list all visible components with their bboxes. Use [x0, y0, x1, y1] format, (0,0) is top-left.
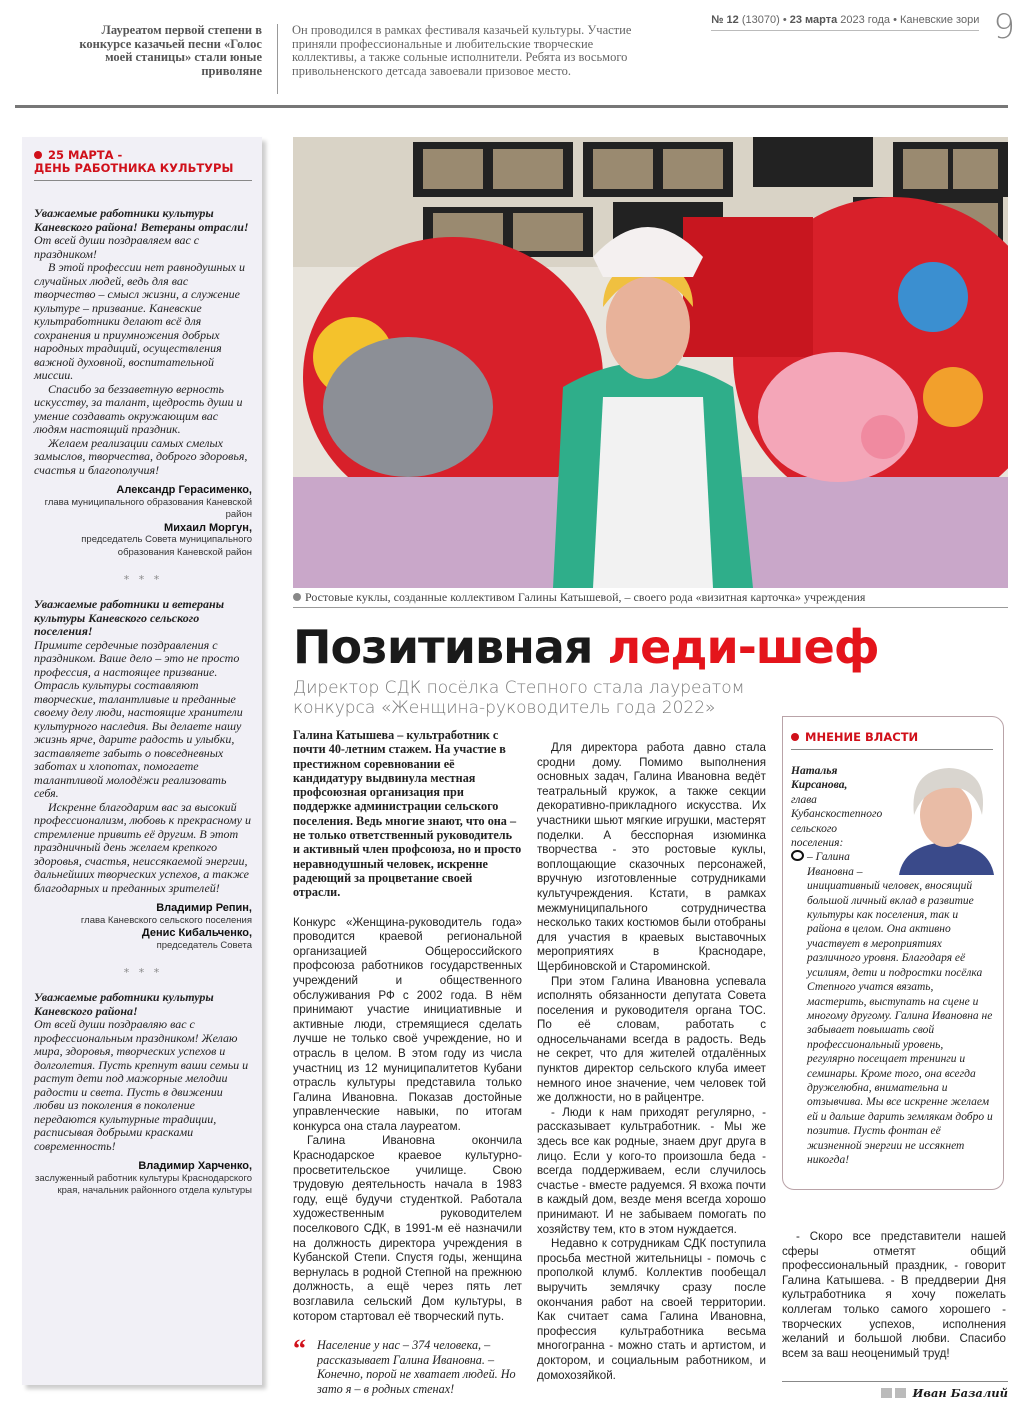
signer-title: председатель Совета муниципального образования Каневской район: [81, 534, 252, 558]
author-name: Иван Базалий: [912, 1386, 1008, 1401]
greeting-paragraph: Спасибо за беззаветную верность искусству, за талант, щедрость души и умение создавать окружающим вас людям настоящий праздник.: [34, 381, 243, 436]
greetings-sidebar: [22, 137, 262, 1385]
issue-date: 23 марта: [789, 14, 838, 26]
greeting-paragraph: От всей души поздравляем вас с праздником!: [34, 233, 200, 261]
greetings-list: [34, 207, 252, 1198]
article-photo: [293, 137, 1008, 588]
paragraph: - Скоро все представители нашей сферы отметят общий профессиональный праздник, - говорит Галина Катышева. - В преддверии Дня культработника я хочу пожелать коллегам только самого хорошего - творческих успехов, исполнения желаний и большой любви. Спасибо всем за ваш неоценимый труд!: [782, 1230, 1006, 1360]
separator: •: [893, 14, 897, 26]
signer-title: глава муниципального образования Каневской район: [44, 496, 252, 520]
greeting-address: Уважаемые работники и ветераны культуры Каневского сельского поселения!: [34, 597, 225, 638]
paragraph: Недавно к сотрудникам СДК поступила просьба местной жительницы - помочь с прополкой клумб. Коллектив пообещал выручить землячку сразу после окончания работ на своей территории. Как считает сама Галина Ивановна, профессия культработника весьма многогранна - можно стать и артистом, и доктором, и социальным работником, и домохозяйкой.: [537, 1237, 766, 1382]
sidebar-rubric: [34, 149, 252, 181]
bullet-icon: [293, 593, 301, 601]
signer-name: Михаил Моргун,: [164, 521, 252, 534]
header-right: [650, 8, 1015, 46]
opinion-box: [782, 716, 1004, 1190]
bullet-icon: [791, 733, 799, 741]
signer-name: Александр Герасименко,: [116, 484, 252, 496]
caption-text: Ростовые куклы, созданные коллективом Галины Катышевой, – своего рода «визитная карточка» учреждения: [305, 590, 866, 604]
quote-text: Население у нас – 374 человека, – рассказывает Галина Ивановна. – Конечно, порой не хватает людей. Но зато я – в родных стенах!: [317, 1338, 516, 1396]
greeting-paragraph: Желаем реализации самых смелых замыслов, творчества, доброго здоровья, счастья и благополучия!: [34, 435, 248, 477]
official-position: глава Кубанскостепного сельского поселения:: [791, 793, 883, 850]
issue-number: № 12: [711, 14, 739, 26]
stars-divider: * * *: [123, 966, 163, 979]
pull-quote: [293, 1334, 522, 1396]
article-column-1: [293, 728, 522, 1397]
header-rule: [15, 105, 1008, 108]
signer-name: Денис Кибальченко,: [141, 927, 252, 939]
greeting-paragraph: Примите сердечные поздравления с праздником. Ваше дело – это не просто профессия, а настоящее призвание. Отрасль культуры составляют творческие, талантливые и преданные своему делу люди, настоящие хранители культурного наследия. Вы делаете нашу жизнь ярче, дарите радость и улыбки, заставляете забыть о повседневных заботах и хлопотах, помогаете талантливой молодёжи реализовать себя.: [34, 637, 243, 800]
article-column-3: [782, 1230, 1006, 1361]
signatures: [34, 484, 252, 559]
pencil-icon: [881, 1388, 892, 1398]
article-headline: [293, 620, 879, 674]
signer-title: председатель Совета: [156, 939, 252, 951]
portrait-photo: [894, 760, 999, 875]
stars-divider: * * *: [123, 573, 163, 586]
signer-name: Владимир Репин,: [156, 902, 252, 914]
right-column: [782, 716, 1008, 1400]
greeting-address: Уважаемые работники культуры Каневского района! Ветераны отрасли!: [34, 206, 249, 234]
paragraph: При этом Галина Ивановна успевала исполнять обязанности депутата Совета поселения и руководителя органа ТОС. По её словам, работать с односельчанами всегда в радость. Ведь не секрет, что для жителей отдалённых пунктов директор сельского клуба имеет немного иное значение, чем человек той же должности, но в райцентре.: [537, 974, 766, 1105]
paragraph: Конкурс «Женщина-руководитель года» проводится краевой региональной организацией Общероссийского профсоюза работников государственных учреждений и общественного обслуживания РФ с 2002 года. В нём принимают участие инициативные и активные люди, стремящиеся сделать лучше не только своё учреждение, но и отрасль в целом. В этом году из числа участниц из 12 муниципалитетов Кубани отрасль культуры представила только Галина Ивановна. Показав достойные управленческие навыки, по итогам конкурса она стала лауреатом.: [293, 915, 522, 1133]
headline-accent: леди-шеф: [607, 620, 879, 674]
separator: •: [782, 14, 787, 26]
byline: [782, 1386, 1008, 1400]
signer-name: Владимир Харченко,: [138, 1160, 252, 1172]
signatures: [34, 1160, 252, 1198]
paragraph: Для директора работа давно стала сродни дому. Помимо выполнения основных задач, Галина Ивановна ведёт театральный кружок, а также секции декоративно-прикладного искусства. Их участники шьют мягкие игрушки, мастерят поделки. А бесспорная изюминка творчества - это ростовые куклы, воплощающие сказочных персонажей, вручную изготовленные сотрудниками культучреждения. Кстати, в рамках межмуниципального сотрудничества несколько таких костюмов были отобраны для участия в краевых выставочных мероприятиях в Краснодаре, Щербиновской и Староминской.: [537, 741, 766, 973]
page-number: 9: [993, 7, 1015, 47]
header-divider: [277, 24, 278, 94]
opinion-rubric: [791, 731, 993, 750]
rubric-line: ДЕНЬ РАБОТНИКА КУЛЬТУРЫ: [34, 161, 234, 175]
rubric-line: 25 МАРТА -: [48, 148, 123, 162]
paragraph: Галина Ивановна окончила Краснодарское краевое культурно-просветительское училище. Свою трудовую деятельность начала в 1983 году, ещё будучи студенткой. Работала художественным руководителем поселкового СДК, в 1991-м её назначили на должность директора учреждения в Кубанской Степи. Спустя годы, женщина вернулась в родной Степной на прежнюю должность, а ещё через пять лет возглавила сельский Дом культуры, в котором стартовал её творческий путь.: [293, 1134, 522, 1323]
issue-year: 2023 года: [840, 14, 890, 26]
signer-title: глава Каневского сельского поселения: [80, 914, 252, 926]
column-body: [293, 916, 522, 1325]
greeting-block: [34, 207, 252, 477]
greeting-paragraph: Искренне благодарим вас за высокий профессионализм, любовь к прекрасному и стремление привить её другим. В этот праздничный день желаем крепкого здоровья, счастья, неиссякаемой энергии, дальнейших творческих успехов, а также благодарных и преданных зрителей!: [34, 799, 252, 895]
greeting-block: [34, 598, 252, 895]
headline-part: Позитивная: [293, 620, 593, 674]
article-lead: Галина Катышева – культработник с почти 40-летним стажем. На участие в престижном соревновании её кандидатуру выдвинула местная профсоюзная организация при поддержке администрации сельского поселения. Ведь многие знают, что она – не только ответственный руководитель и активный член профсоюза, но и просто неравнодушный человек, искренне радеющий за процветание своей отрасли.: [293, 728, 522, 900]
issue-info: [711, 8, 979, 31]
signatures: [34, 902, 252, 952]
bullet-icon: [34, 151, 42, 159]
portrait-image: [894, 760, 999, 875]
opinion-text: [791, 764, 993, 1167]
photo-puppets-image: [293, 137, 1008, 588]
teaser-text: Он проводился в рамках фестиваля казачьей культуры. Участие приняли профессиональные и любительские творческие коллективы, а также сольные исполнители. Ребята из восьмого привольненского детсада завоевали призовое место.: [292, 23, 632, 78]
article-column-2: [537, 741, 766, 1383]
greeting-address: Уважаемые работники культуры Каневского района!: [34, 990, 214, 1018]
camera-icon: [895, 1388, 906, 1398]
article-subheadline: Директор СДК посёлка Степного стала лауреатом конкурса «Женщина-руководитель года 2022»: [293, 678, 745, 718]
signer-title: заслуженный работник культуры Краснодарского края, начальник районного отдела культуры: [34, 1172, 252, 1196]
teaser-title: Лауреатом первой степени в конкурсе казачьей песни «Голос моей станицы» стали юные приволяне: [79, 23, 262, 78]
speech-bubble-icon: [791, 850, 804, 861]
photo-caption: [293, 590, 1008, 608]
greeting-paragraph: От всей души поздравляю вас с профессиональным праздником! Желаю мира, здоровья, творческих успехов и долголетия. Пусть крепнут ваши семьи и растут дети под мажорные мелодии радости и света. Пусть в движении любви из поколения в поколение передаются культурные традиции, расписывая добрыми красками современность!: [34, 1017, 249, 1153]
quote-mark-icon: “: [293, 1334, 306, 1364]
paragraph: - Люди к нам приходят регулярно, - рассказывает культработник. - Мы же здесь все как родные, знаем друг друга в лицо. Если у кого-то произошла беда - всегда поддерживаем, если случилось счастье - вместе радуемся. Я вхожа почти в каждый дом, везде меня всегда хорошо принимают. И не забываем помогать по хозяйству тем, кто в этом нуждается.: [537, 1105, 766, 1236]
paper-name: Каневские зори: [899, 14, 980, 26]
rubric-text: МНЕНИЕ ВЛАСТИ: [805, 730, 919, 744]
opinion-quote: – Галина Ивановна – инициативный человек, вносящий большой личный вклад в развитие культуры как поселения, так и района в целом. Она активно участвует в мероприятиях различного уровня. Благодаря её усилиям, дети и подростки посёлка Степного учатся вязать, мастерить, выступать на сцене и многому другому. Галина Ивановна не забывает повышать свой профессиональный уровень, регулярно посещает тренинги и семинары. Кроме того, она всегда дружелюбна, внимательна и отзывчива. Мы все искренне желаем ей и дальше дарить землякам добро и позитив. Пусть фонтан её жизненной энергии не иссякнет никогда!: [807, 851, 993, 1166]
greeting-paragraph: В этой профессии нет равнодушных и случайных людей, ведь для вас творчество – смысл жизни, а служение культуре – призвание. Каневские культработники делают всё для сохранения и приумножения добрых народных традиций, осуществления важной духовной, воспитательной миссии.: [34, 260, 245, 382]
official-name: Наталья Кирсанова,: [791, 765, 848, 792]
greeting-block: [34, 991, 252, 1153]
issue-total: (13070): [741, 14, 780, 26]
byline-rule: [782, 1381, 1008, 1382]
